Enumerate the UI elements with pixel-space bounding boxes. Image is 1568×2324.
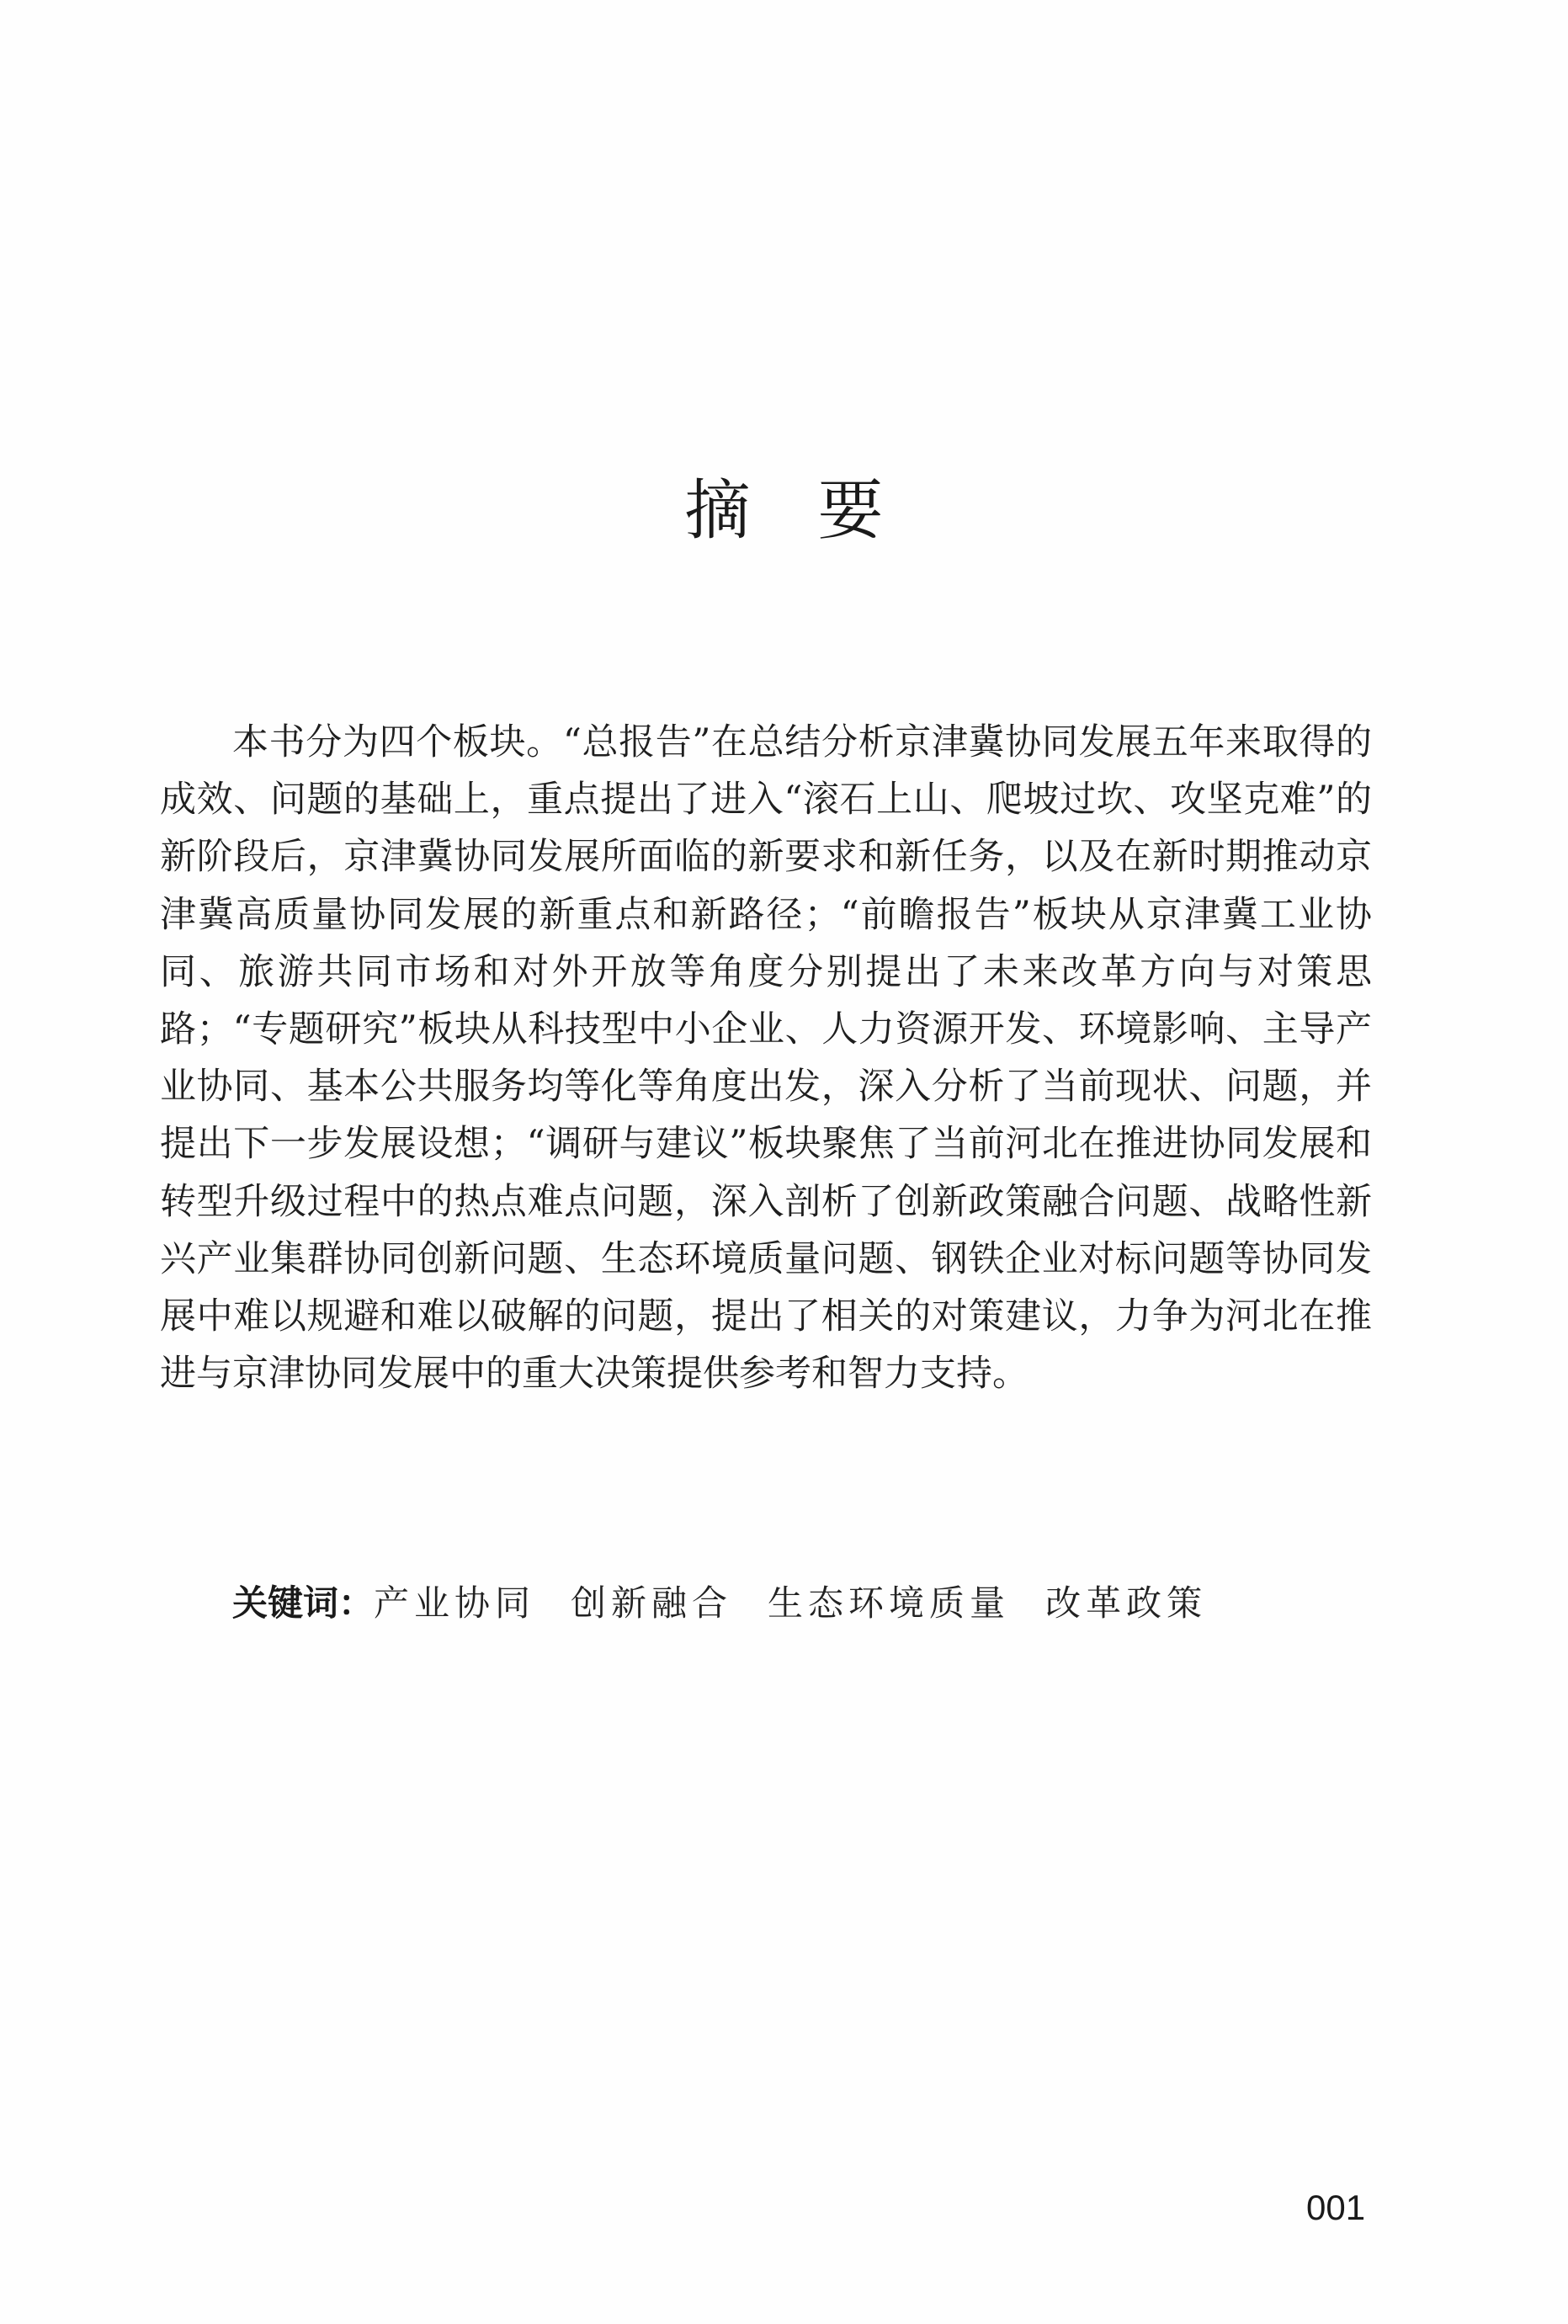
keyword-item: 创新融合	[571, 1582, 733, 1624]
keywords-line	[232, 1578, 1411, 1629]
page-number: 001	[1306, 2188, 1366, 2227]
abstract-paragraph: 本书分为四个板块。“总报告”在总结分析京津冀协同发展五年来取得的成效、问题的基础上，重点提出了进入“滚石上山、爬坡过坎、攻坚克难”的新阶段后，京津冀协同发展所面临的新要求和新任务，以及在新时期推动京津冀高质量协同发展的新重点和新路径；“前瞻报告”板块从京津冀工业协同、旅游共同市场和对外开放等角度分别提出了未来改革方向与对策思路；“专题研究”板块从科技型中小企业、人力资源开发、环境影响、主导产业协同、基本公共服务均等化等角度出发，深入分析了当前现状、问题，并提出下一步发展设想；“调研与建议”板块聚焦了当前河北在推进协同发展和转型升级过程中的热点难点问题，深入剖析了创新政策融合问题、战略性新兴产业集群协同创新问题、生态环境质量问题、钢铁企业对标问题等协同发展中难以规避和难以破解的问题，提出了相关的对策建议，力争为河北在推进与京津协同发展中的重大决策提供参考和智力支持。	[160, 721, 1372, 1396]
page-title: 摘要	[684, 473, 951, 550]
keyword-item: 改革政策	[1045, 1582, 1208, 1624]
keyword-item: 生态环境质量	[768, 1582, 1011, 1624]
keywords-label: 关键词：	[232, 1582, 375, 1624]
keyword-item: 产业协同	[374, 1582, 536, 1624]
